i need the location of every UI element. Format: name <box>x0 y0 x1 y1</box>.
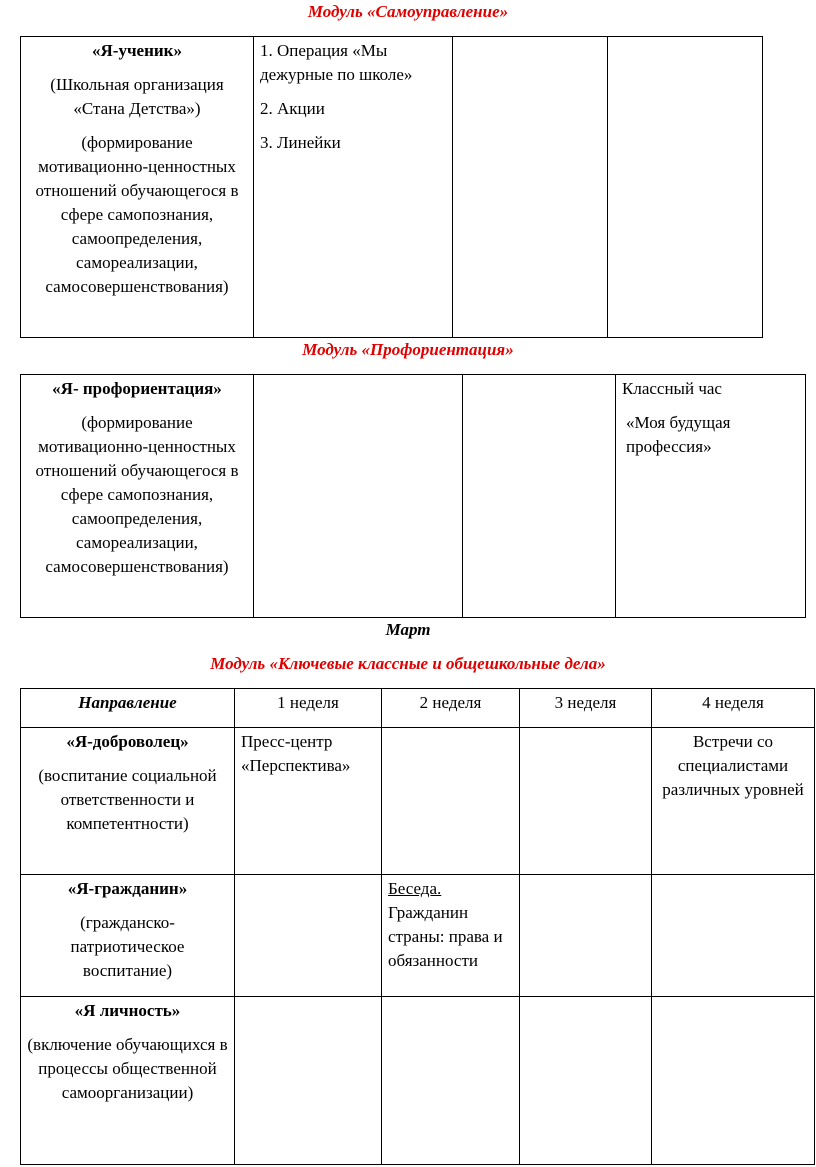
week-2-cell <box>382 875 520 997</box>
header-week-3: 3 неделя <box>520 689 652 728</box>
empty-cell <box>520 997 652 1165</box>
table-key-affairs <box>20 688 815 1165</box>
direction-desc: (воспитание социальной ответственности и компетентности) <box>38 766 217 833</box>
activity-line: «Моя будущая профессия» <box>626 413 731 456</box>
list-item: 2. Акции <box>260 99 325 118</box>
empty-cell <box>254 375 463 618</box>
direction-name: «Я личность» <box>74 1001 181 1020</box>
direction-cell <box>21 997 235 1165</box>
activity-rest: Гражданин страны: права и обязанности <box>388 903 503 970</box>
empty-cell <box>608 37 763 338</box>
activity-text: Пресс-центр «Перспектива» <box>241 732 351 775</box>
direction-cell <box>21 875 235 997</box>
direction-name: «Я-гражданин» <box>67 879 188 898</box>
activity-cell <box>616 375 806 618</box>
module-title-self-government: Модуль «Самоуправление» <box>307 2 509 21</box>
direction-desc: (формирование мотивационно-ценностных отношений обучающегося в сфере самопознания, самоопределения, самореализации, самосовершенствования) <box>35 413 239 576</box>
activity-underlined: Беседа. <box>388 879 442 898</box>
week-1-cell <box>235 728 382 875</box>
table-career-guidance <box>20 374 806 618</box>
header-week-2: 2 неделя <box>382 689 520 728</box>
direction-desc: (включение обучающихся в процессы общественной самоорганизации) <box>27 1035 228 1102</box>
empty-cell <box>235 875 382 997</box>
list-item: 3. Линейки <box>260 133 341 152</box>
empty-cell <box>382 997 520 1165</box>
direction-cell <box>21 375 254 618</box>
week-4-cell <box>652 728 815 875</box>
month-title: Март <box>385 620 431 639</box>
empty-cell <box>520 875 652 997</box>
direction-desc: (формирование мотивационно-ценностных отношений обучающегося в сфере самопознания, самоопределения, самореализации, самосовершенствования) <box>35 133 239 296</box>
activity-text: Встречи со специалистами различных уровней <box>662 732 804 799</box>
empty-cell <box>652 997 815 1165</box>
direction-name: «Я-ученик» <box>92 41 182 60</box>
list-item: 1. Операция «Мы дежурные по школе» <box>260 41 413 84</box>
empty-cell <box>652 875 815 997</box>
table-row <box>21 728 815 875</box>
direction-org: (Школьная организация «Стана Детства») <box>50 75 224 118</box>
activity-line: Классный час <box>622 379 722 398</box>
table-row <box>21 375 806 618</box>
direction-desc: (гражданско-патриотическое воспитание) <box>70 913 185 980</box>
empty-cell <box>463 375 616 618</box>
header-week-4: 4 неделя <box>652 689 815 728</box>
direction-cell <box>21 37 254 338</box>
table-self-government <box>20 36 763 338</box>
direction-name: «Я- профориентация» <box>52 379 222 398</box>
activity-text <box>388 877 513 973</box>
module-title-key-affairs: Модуль «Ключевые классные и общешкольные дела» <box>210 654 606 673</box>
empty-cell <box>453 37 608 338</box>
header-direction: Направление <box>21 689 235 728</box>
direction-cell <box>21 728 235 875</box>
empty-cell <box>382 728 520 875</box>
table-row <box>21 997 815 1165</box>
table-row <box>21 37 763 338</box>
module-title-career-guidance: Модуль «Профориентация» <box>302 340 514 359</box>
table-header-row <box>21 689 815 728</box>
empty-cell <box>520 728 652 875</box>
items-cell <box>254 37 453 338</box>
header-week-1: 1 неделя <box>235 689 382 728</box>
direction-name: «Я-доброволец» <box>66 732 189 751</box>
table-row <box>21 875 815 997</box>
empty-cell <box>235 997 382 1165</box>
